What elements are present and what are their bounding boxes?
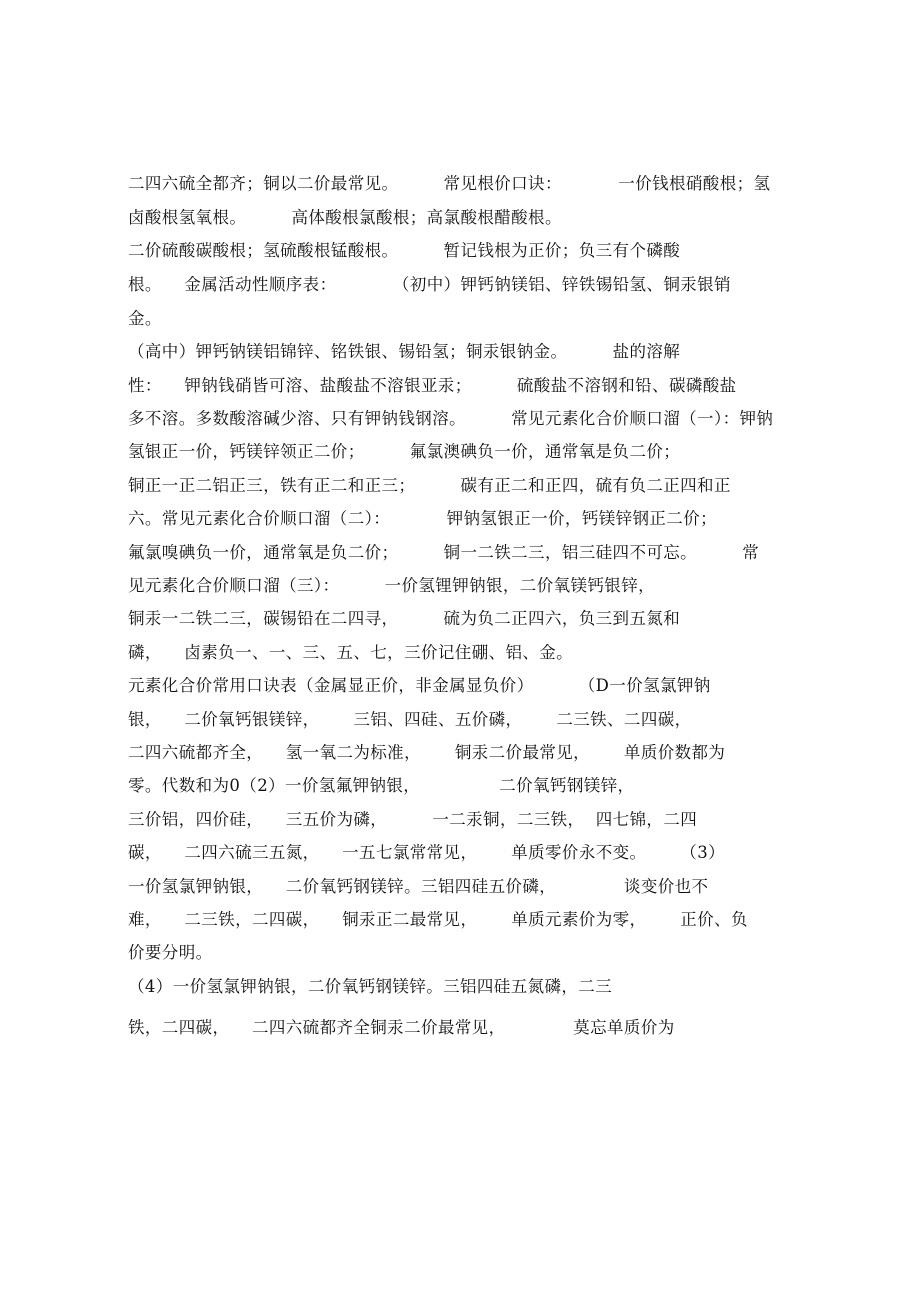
text-line: 二价硫酸碳酸根；氢硫酸根锰酸根。 暂记钱根为正价；负三有个磷酸 [128, 241, 681, 260]
text-line: 三价铝，四价硅， 三五价为磷， 一二汞铜，二三铁， 四七锦，二四 [128, 810, 698, 829]
text-line: 六。常见元素化合价顺口溜（二）： 钾钠氢银正一价，钙镁锌钢正二价； [128, 509, 717, 528]
text-line: 氟氯嗅碘负一价，通常氧是负二价； 铜一二铁二三，铝三硅四不可忘。 常 [128, 543, 760, 562]
text-line: 铜正一正二铝正三，铁有正二和正三； 碳有正二和正四，硫有负二正四和正 [128, 476, 731, 495]
text-line: 氢银正一价，钙镁锌领正二价； 氟氯澳碘负一价，通常氧是负二价； [128, 442, 681, 461]
text-line: 二四六硫都齐全， 氢一氧二为标准， 铜汞二价最常见， 单质价数都为 [128, 743, 726, 762]
text-line: 铜汞一二铁二三，碳锡铅在二四寻， 硫为负二正四六，负三到五氮和 [128, 609, 681, 628]
text-line: 零。代数和为0（2）一价氢氟钾钠银， 二价氧钙钢镁锌， [128, 776, 635, 795]
text-line: 二四六硫全都齐；铜以二价最常见。 常见根价口诀： 一价钱根硝酸根；氢 [128, 174, 771, 193]
text-line: 根。 金属活动性顺序表： （初中）钾钙钠镁铝、锌铁锡铅氢、铜汞银销 [128, 275, 731, 294]
text-line: 碳， 二四六硫三五氮， 一五七氯常常见， 单质零价永不变。 （3） [128, 843, 725, 862]
text-line: 见元素化合价顺口溜（三）： 一价氢锂钾钠银，二价氧镁钙银锌， [128, 576, 656, 595]
text-line: 性： 钾钠钱硝皆可溶、盐酸盐不溶银亚汞； 硫酸盐不溶钢和铅、碳磷酸盐 [128, 376, 737, 395]
text-line: 卤酸根氢氧根。 高体酸根氯酸根；高氯酸根醋酸根。 [128, 208, 562, 227]
text-line: 磷， 卤素负一、一、三、五、七，三价记住硼、铝、金。 [128, 643, 574, 662]
text-line: 元素化合价常用口诀表（金属显正价，非金属显负价） （D一价氢氯钾钠 [128, 676, 711, 695]
text-line: 多不溶。多数酸溶碱少溶、只有钾钠钱钢溶。 常见元素化合价顺口溜（一）：钾钠 [128, 409, 774, 428]
text-line: （4）一价氢氯钾钠银，二价氧钙钢镁锌。三铝四硅五氮磷，二三 [128, 977, 613, 996]
text-line: （高中）钾钙钠镁铝锦锌、铭铁银、锡铅氢；铜汞银钠金。 盐的溶解 [128, 342, 681, 361]
text-line: 难， 二三铁，二四碳， 铜汞正二最常见， 单质元素价为零， 正价、负 [128, 910, 748, 929]
text-line: 铁，二四碳， 二四六硫都齐全铜汞二价最常见， 莫忘单质价为 [128, 1018, 675, 1037]
text-line: 价要分明。 [128, 943, 213, 962]
text-line: 一价氢氯钾钠银， 二价氧钙钢镁锌。三铝四硅五价磷， 谈变价也不 [128, 877, 709, 896]
text-line: 银， 二价氧钙银镁锌， 三铝、四硅、五价磷， 二三铁、二四碳， [128, 710, 692, 729]
text-line: 金。 [128, 309, 162, 328]
